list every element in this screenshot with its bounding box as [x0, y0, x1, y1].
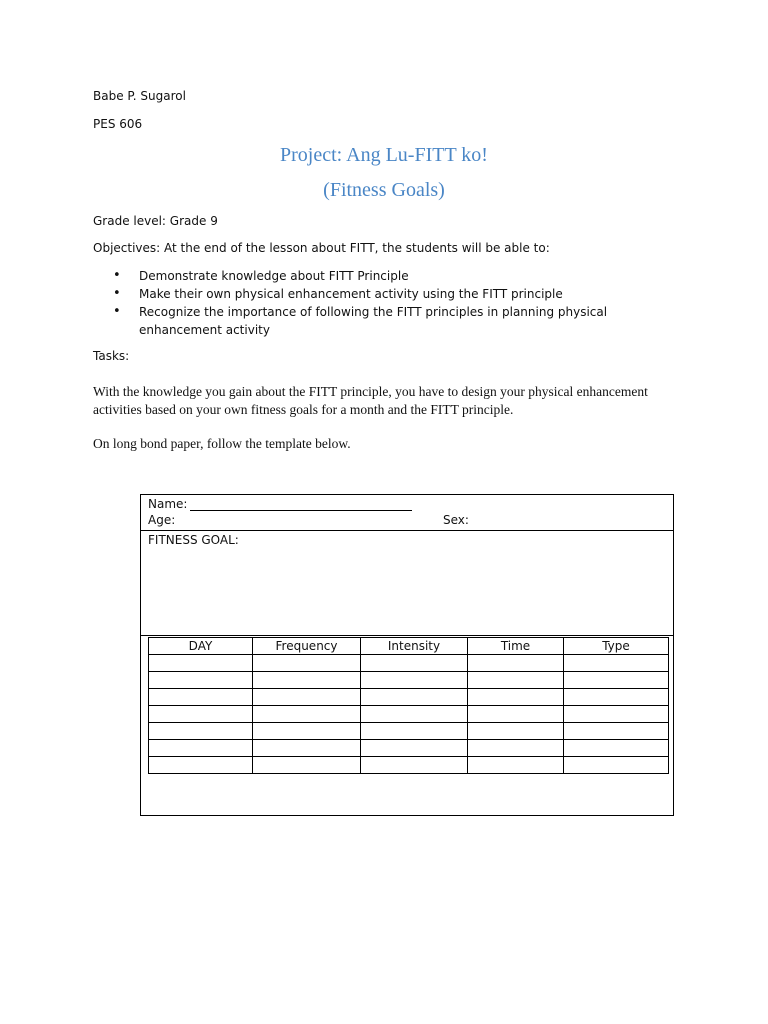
- table-cell: [361, 740, 468, 757]
- column-header-type: Type: [564, 638, 669, 655]
- table-cell: [468, 706, 564, 723]
- table-row: [149, 706, 669, 723]
- table-cell: [253, 723, 361, 740]
- table-cell: [149, 689, 253, 706]
- objective-item: • Recognize the importance of following the FITT principles in planning physical enhancement activity: [113, 303, 683, 339]
- table-row: [149, 689, 669, 706]
- table-cell: [468, 740, 564, 757]
- project-subtitle: (Fitness Goals): [323, 179, 445, 201]
- table-cell: [149, 672, 253, 689]
- table-cell: [149, 740, 253, 757]
- table-cell: [361, 723, 468, 740]
- template-divider: [141, 635, 673, 636]
- table-cell: [564, 723, 669, 740]
- fitness-goal-label: FITNESS GOAL:: [148, 533, 239, 547]
- table-cell: [564, 672, 669, 689]
- grade-level: Grade level: Grade 9: [93, 214, 218, 228]
- table-cell: [564, 757, 669, 774]
- table-cell: [564, 706, 669, 723]
- table-cell: [361, 655, 468, 672]
- table-cell: [361, 706, 468, 723]
- column-header-intensity: Intensity: [361, 638, 468, 655]
- table-cell: [253, 655, 361, 672]
- objective-item: • Make their own physical enhancement activity using the FITT principle: [113, 285, 683, 303]
- table-cell: [564, 655, 669, 672]
- table-cell: [361, 672, 468, 689]
- table-cell: [253, 672, 361, 689]
- fitt-table: [148, 637, 669, 774]
- name-underline: [190, 510, 412, 511]
- table-header-row: [149, 638, 669, 655]
- table-cell: [468, 723, 564, 740]
- table-cell: [468, 757, 564, 774]
- column-header-time: Time: [468, 638, 564, 655]
- table-row: [149, 655, 669, 672]
- table-cell: [564, 689, 669, 706]
- objectives-list: [113, 267, 683, 339]
- table-cell: [253, 757, 361, 774]
- table-cell: [361, 689, 468, 706]
- name-label: Name:: [148, 497, 188, 511]
- tasks-paragraph: With the knowledge you gain about the FITT principle, you have to design your physical enhancement activities based on your own fitness goals for a month and the FITT principle.: [93, 384, 648, 417]
- table-cell: [468, 672, 564, 689]
- fitness-template: [140, 494, 674, 816]
- table-cell: [468, 655, 564, 672]
- table-cell: [253, 706, 361, 723]
- table-cell: [468, 689, 564, 706]
- age-label: Age:: [148, 513, 176, 527]
- table-row: [149, 672, 669, 689]
- table-cell: [149, 757, 253, 774]
- project-title: Project: Ang Lu-FITT ko!: [280, 144, 488, 166]
- table-cell: [361, 757, 468, 774]
- objectives-intro: Objectives: At the end of the lesson about FITT, the students will be able to:: [93, 241, 550, 255]
- sex-label: Sex:: [443, 513, 469, 527]
- table-cell: [149, 723, 253, 740]
- table-row: [149, 757, 669, 774]
- column-header-day: DAY: [149, 638, 253, 655]
- table-row: [149, 723, 669, 740]
- tasks-label: Tasks:: [93, 349, 130, 363]
- table-cell: [564, 740, 669, 757]
- template-header: [141, 495, 673, 531]
- table-cell: [253, 689, 361, 706]
- template-instruction: On long bond paper, follow the template below.: [93, 436, 351, 451]
- column-header-frequency: Frequency: [253, 638, 361, 655]
- table-cell: [253, 740, 361, 757]
- table-cell: [149, 655, 253, 672]
- table-row: [149, 740, 669, 757]
- course-code: PES 606: [93, 117, 143, 131]
- objective-item: • Demonstrate knowledge about FITT Principle: [113, 267, 683, 285]
- author-name: Babe P. Sugarol: [93, 89, 186, 103]
- fitt-table-body: [149, 655, 669, 774]
- table-cell: [149, 706, 253, 723]
